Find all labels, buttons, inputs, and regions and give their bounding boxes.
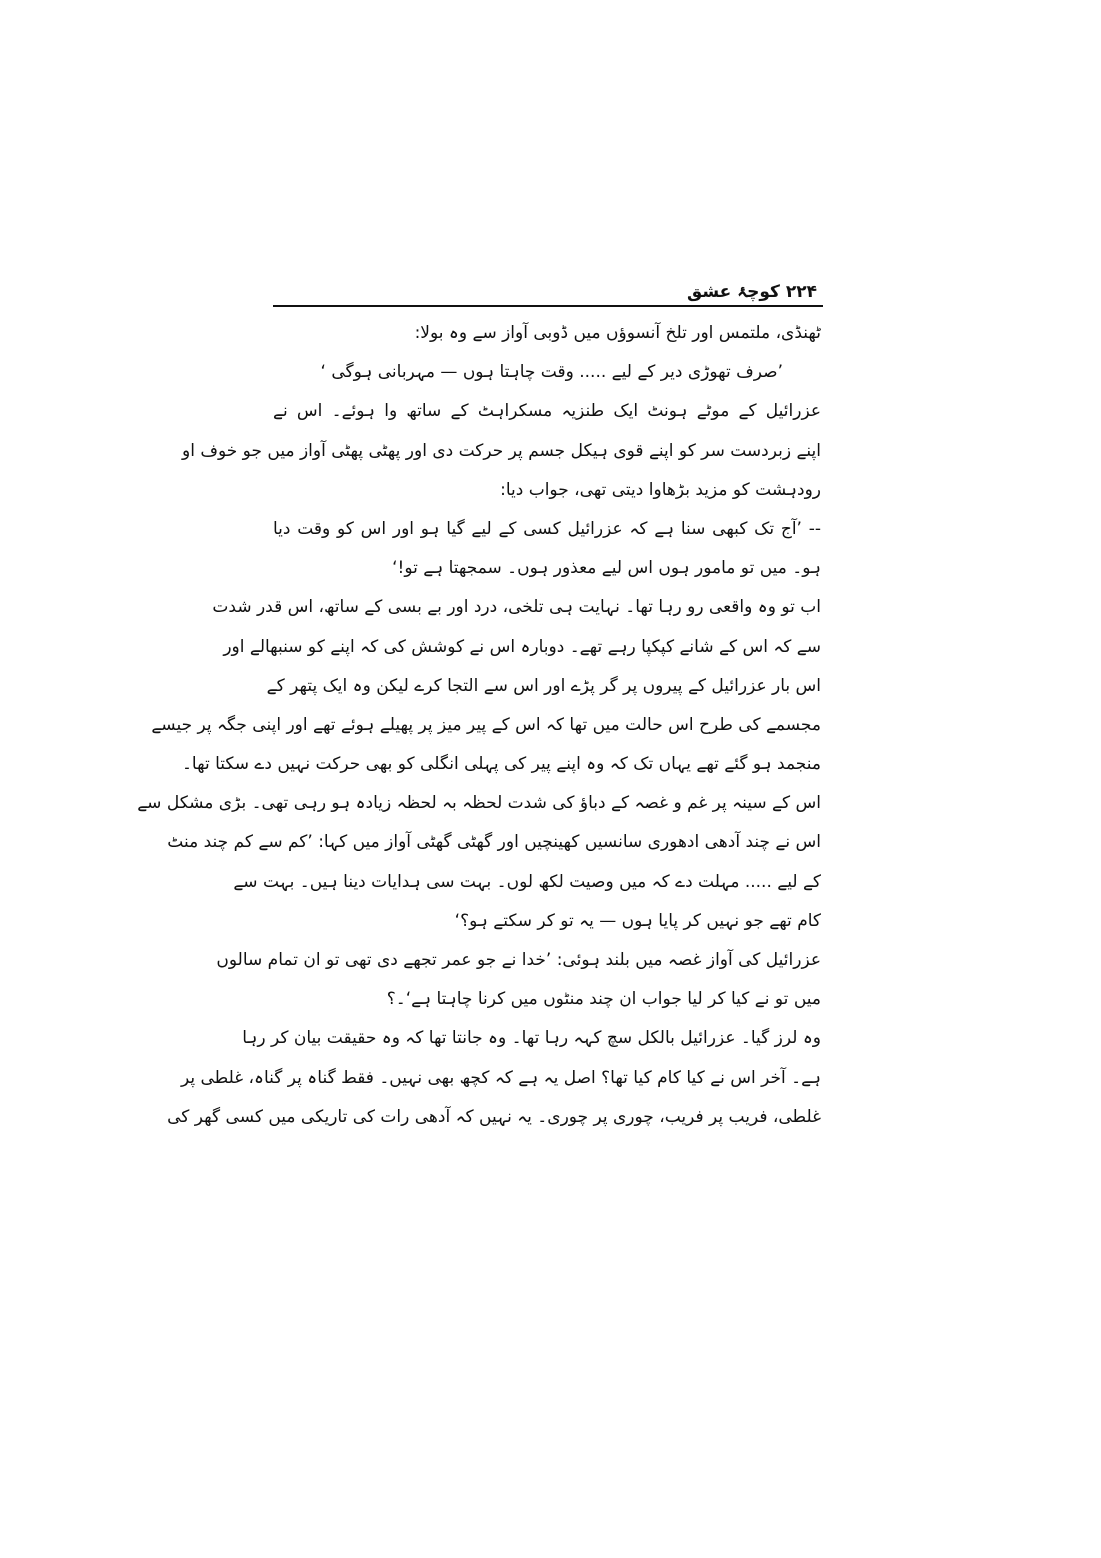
text-line: ٹھنڈی، ملتمس اور تلخ آنسوؤں میں ڈوبی آواز سے وہ بولا: [414, 323, 821, 343]
page-number-and-title: ۲۲۴ کوچۂ عشق [687, 282, 817, 302]
text-line: -- ’آج تک کبھی سنا ہے کہ عزرائیل کسی کے لیے گیا ہو اور اس کو وقت دیا [273, 518, 821, 539]
text-line: اس کے سینہ پر غم و غصہ کے دباؤ کی شدت لحظہ بہ لحظہ زیادہ ہو رہی تھی۔ بڑی مشکل سے [137, 793, 821, 814]
text-line: رودہشت کو مزید بڑھاوا دیتی تھی، جواب دیا: [500, 479, 821, 500]
text-line: غلطی، فریب پر فریب، چوری پر چوری۔ یہ نہیں کہ آدھی رات کی تاریکی میں کسی گھر کی [167, 1106, 821, 1127]
text-line: عزرائیل کی آواز غصہ میں بلند ہوئی: ’خدا نے جو عمر تجھے دی تھی تو ان تمام سالوں [216, 950, 821, 970]
text-line: مجسمے کی طرح اس حالت میں تھا کہ اس کے پیر میز پر پھیلے ہوئے تھے اور اپنی جگہ پر جیسے [151, 714, 821, 735]
body-text [137, 314, 821, 1137]
text-line: میں تو نے کیا کر لیا جواب ان چند منٹوں میں کرنا چاہتا ہے‘۔؟ [386, 989, 821, 1010]
header-rule [273, 305, 823, 307]
text-line: ’صرف تھوڑی دیر کے لیے ..... وقت چاہتا ہوں — مہربانی ہوگی ‘ [320, 362, 783, 383]
text-line: ہو۔ میں تو مامور ہوں اس لیے معذور ہوں۔ سمجھتا ہے تو!‘ [392, 558, 821, 579]
text-line: عزرائیل کے موٹے ہونٹ ایک طنزیہ مسکراہٹ کے ساتھ وا ہوئے۔ اس نے [273, 401, 821, 422]
text-line: اس نے چند آدھی ادھوری سانسیں کھینچیں اور گھٹی گھٹی آواز میں کہا: ’کم سے کم چند منٹ [167, 832, 821, 853]
text-line: اس بار عزرائیل کے پیروں پر گر پڑے اور اس سے التجا کرے لیکن وہ ایک پتھر کے [266, 675, 821, 696]
text-line: کے لیے ..... مہلت دے کہ میں وصیت لکھ لوں۔ بہت سی ہدایات دینا ہیں۔ بہت سے [233, 871, 821, 892]
text-line: اپنے زبردست سر کو اپنے قوی ہیکل جسم پر حرکت دی اور پھٹی پھٹی آواز میں جو خوف او [182, 440, 821, 461]
text-line: کام تھے جو نہیں کر پایا ہوں — یہ تو کر سکتے ہو؟‘ [454, 910, 821, 931]
text-line: منجمد ہو گئے تھے یہاں تک کہ وہ اپنے پیر کی پہلی انگلی کو بھی حرکت نہیں دے سکتا تھا۔ [181, 754, 821, 775]
text-line: اب تو وہ واقعی رو رہا تھا۔ نہایت ہی تلخی، درد اور بے بسی کے ساتھ، اس قدر شدت [212, 597, 821, 618]
text-line: سے کہ اس کے شانے کپکپا رہے تھے۔ دوبارہ اس نے کوشش کی کہ اپنے کو سنبھالے اور [223, 636, 821, 657]
text-line: وہ لرز گیا۔ عزرائیل بالکل سچ کہہ رہا تھا۔ وہ جانتا تھا کہ وہ حقیقت بیان کر رہا [242, 1028, 821, 1049]
text-line: ہے۔ آخر اس نے کیا کام کیا تھا؟ اصل یہ ہے کہ کچھ بھی نہیں۔ فقط گناہ پر گناہ، غلطی پر [180, 1067, 821, 1088]
